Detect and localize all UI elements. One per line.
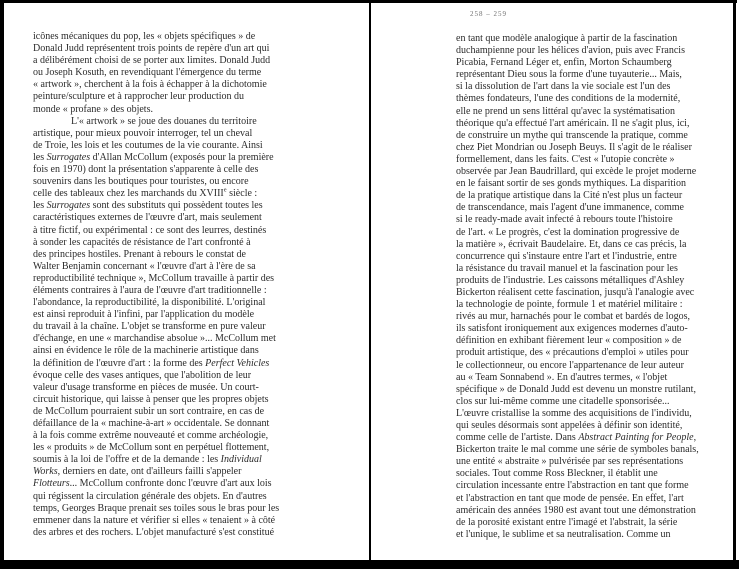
text-line: produit artistique, des « précautions d'emploi » utiles pour — [456, 347, 689, 359]
text-line: de transcendance, mais l'agent d'une immanence, comme — [456, 202, 684, 214]
text-line: la définition de l'œuvre d'art : la forme des Perfect Vehicles — [33, 357, 270, 369]
text-line: ainsi en évidence le rôle de la machinerie artistique dans — [33, 345, 259, 357]
right-page-text — [456, 33, 734, 541]
text-line: si la dissolution de l'art dans la vie sociale est l'un des — [456, 81, 671, 93]
text-line: la technologie de pointe, formule 1 et matériel militaire : — [456, 299, 683, 311]
text-line: formellement, dans les faits. C'est « l'utopie concrète » — [456, 153, 675, 165]
text-line: est ainsi reproduit à l'infini, par l'application du modèle — [33, 309, 255, 321]
text-line: temps, Georges Braque prenait ses toiles sous le bras pour les — [33, 502, 280, 514]
text-line: la matière », écrivait Baudelaire. Et, dans ce cas précis, la — [456, 238, 687, 250]
text-line: « artwork », cherchent à la fois à échapper à la dichotomie — [33, 79, 267, 91]
text-line: Works, derniers en date, ont d'ailleurs failli s'appeler — [33, 466, 242, 478]
page-border-bottom — [0, 560, 739, 569]
text-line: si le ready-made avait infecté à rebours toute l'histoire — [456, 214, 673, 226]
text-line: définition en exhibant fièrement leur « composition » de — [456, 335, 682, 347]
text-line: circulation incessante entre l'abstraction en tant que forme — [456, 480, 689, 492]
text-line: soumis à la loi de l'offre et de la demande : les Individual — [33, 454, 262, 466]
text-line: celle des tableaux chez les marchands du XVIIIe siècle : — [33, 186, 258, 200]
text-line: le collectionneur, ou encore l'appartenance de leur auteur — [456, 359, 684, 371]
text-line: qui seules désormais sont appelées à définir son identité, — [456, 420, 683, 431]
text-line: et l'abstraction en tant que mode de pensée. En effet, l'art — [456, 492, 684, 504]
text-line: chez Piet Mondrian ou Joseph Beuys. Il s'agit de le réaliser — [456, 141, 692, 153]
page-border-left — [0, 0, 4, 569]
text-line: a délibérément choisi de se porter aux limites. Donald Judd — [33, 55, 271, 67]
text-line: en le faisant sortir de ses gonds mythiques. La disparition — [456, 178, 686, 190]
text-line: à la fois comme extrême nouveauté et comme archéologie, — [33, 430, 269, 442]
text-line: et l'unique, le sublime et sa neutralisation. Comme un — [456, 528, 671, 540]
text-line: L'œuvre cristallise la somme des acquisitions de l'individu, — [456, 407, 692, 419]
text-line: Walter Benjamin concernant « l'œuvre d'art à l'ère de sa — [33, 260, 256, 272]
text-line: une entité « abstraite » pulvérisée par ses représentations — [456, 456, 684, 468]
text-line: l'abondance, la reproductibilité, la disponibilité. L'original — [33, 297, 266, 309]
text-line: emmener dans la nature et vérifier si elles « tenaient » à côté — [33, 514, 276, 526]
text-line: duchampienne pour les hélices d'avion, puis avec Francis — [456, 45, 685, 57]
text-line: qui régissent la circulation générale des objets. En d'autres — [33, 490, 267, 502]
text-line: américain des années 1980 est avant tout une démonstration — [456, 504, 696, 516]
text-line: les Surrogates sont des substituts qui possèdent toutes les — [33, 200, 263, 212]
text-line: de McCollum pourraient subir un sort contraire, en cas de — [33, 405, 265, 417]
text-line: les « produits » de McCollum sont en perpétuel flottement, — [33, 442, 270, 454]
text-line: Flotteurs... McCollum confronte donc l'œuvre d'art aux lois — [33, 478, 272, 490]
text-line: au « Team Sonnabend ». En d'autres termes, « l'objet — [456, 371, 668, 383]
text-line: à titre fictif, ou expérimental : ce sont des leurres, destinés — [33, 224, 267, 236]
text-line: Bickerton traite le mal comme une série de symboles banals, — [456, 444, 699, 456]
text-line: icônes mécaniques du pop, les « objets spécifiques » de — [33, 31, 256, 42]
text-line: sociales. Tout comme Ross Bleckner, il établit une — [456, 468, 658, 480]
text-line: caractéristiques externes de l'œuvre d'art, mais seulement — [33, 212, 262, 224]
text-line: peinture/sculpture et à rapprocher leur production du — [33, 91, 245, 103]
text-line: éléments contraires à l'aura de l'œuvre d'art traditionnelle : — [33, 284, 267, 296]
text-line: thèmes fondateurs, l'une des conditions de la modernité, — [456, 93, 681, 105]
text-line: théorique qu'a effectué l'art américain. Il ne s'agit plus, ici, — [456, 117, 690, 129]
text-line: Bickerton réalisent cette fascination, jusqu'à l'analogie avec — [456, 286, 695, 298]
page-number: 258 – 259 — [470, 10, 507, 18]
text-line: valeur d'usage transforme en pièces de musée. Un court- — [33, 381, 259, 393]
text-line: de l'art. « Le progrès, c'est la domination progressive de — [456, 226, 680, 238]
text-line: ils satisfont ironiquement aux exigences modernes d'auto- — [456, 323, 688, 335]
text-line: de construire un mythe qui transcende la pratique, comme — [456, 129, 688, 141]
text-line: elle ne prend un sens littéral qu'avec la systématisation — [456, 105, 675, 117]
text-line: observée par Jean Baudrillard, qui excède le projet moderne — [456, 166, 697, 178]
text-line: défaillance de la « machine-à-art » occidentale. Se donnant — [33, 418, 270, 429]
text-line: en tant que modèle analogique à partir de la fascination — [456, 33, 678, 44]
text-line: représentant Dieu sous la forme d'une tuyauterie... Mais, — [456, 69, 682, 81]
text-line: à sonder les capacités de résistance de l'art confronté à — [33, 236, 251, 248]
text-line: concurrence qui s'instaure entre l'art et l'industrie, entre — [456, 250, 677, 262]
text-line: L'« artwork » se joue des douanes du territoire — [71, 115, 257, 127]
text-line: de la porosité existant entre l'imagé et l'abstrait, la série — [456, 516, 678, 528]
text-line: spécifique » de Donald Judd est devenu un monstre rutilant, — [456, 383, 696, 395]
text-line: d'échange, en une « marchandise absolue »... McCollum met — [33, 333, 276, 345]
text-line: les Surrogates d'Allan McCollum (exposés pour la première — [33, 151, 274, 163]
text-line: du travail à la chaîne. L'objet se transforme en pure valeur — [33, 321, 266, 333]
text-line: fois en 1970) dont la présentation s'apparente à celle des — [33, 164, 259, 176]
text-line: rivés au mur, harnachés pour le combat et bardés de logos, — [456, 311, 690, 323]
text-line: la résistance du travail manuel et la fascination pour les — [456, 262, 678, 274]
text-line: reproductibilité technique », McCollum travaille à partir des — [33, 272, 275, 284]
text-line: des arbres et des rochers. L'objet manufacturé s'est constitué — [33, 526, 275, 538]
text-line: évoque celle des vases antiques, que l'abolition de leur — [33, 369, 252, 381]
text-line: clos sur lui-même comme une citadelle sponsorisée... — [456, 395, 670, 407]
text-line: des principes hostiles. Prenant à rebours le constat de — [33, 248, 246, 260]
text-line: monde « profane » des objets. — [33, 103, 153, 115]
text-line: souvenirs dans les boutiques pour touristes, ou encore — [33, 176, 249, 188]
text-line: de Troie, les lois et les coutumes de la vie courante. Ainsi — [33, 139, 263, 151]
text-line: Donald Judd représentent trois points de repère d'un art qui — [33, 43, 270, 55]
text-line: de la pratique artistique dans la Cité n'est plus un facteur — [456, 190, 683, 202]
page-gutter-line — [369, 3, 371, 560]
text-line: circuit historique, qui laisse à penser que les propres objets — [33, 393, 269, 405]
text-line: artistique, pour mieux pouvoir interroger, tel un cheval — [33, 127, 253, 139]
text-line: comme celle de l'artiste. Dans Abstract Painting for People, — [456, 432, 697, 444]
text-line: ou Joseph Kosuth, en revendiquant l'émergence du terme — [33, 67, 262, 79]
text-line: Picabia, Fernand Léger et, enfin, Morton Schaumberg — [456, 57, 672, 69]
left-page-text — [33, 31, 343, 539]
text-line: produits de l'industrie. Les caissons métalliques d'Ashley — [456, 274, 685, 286]
